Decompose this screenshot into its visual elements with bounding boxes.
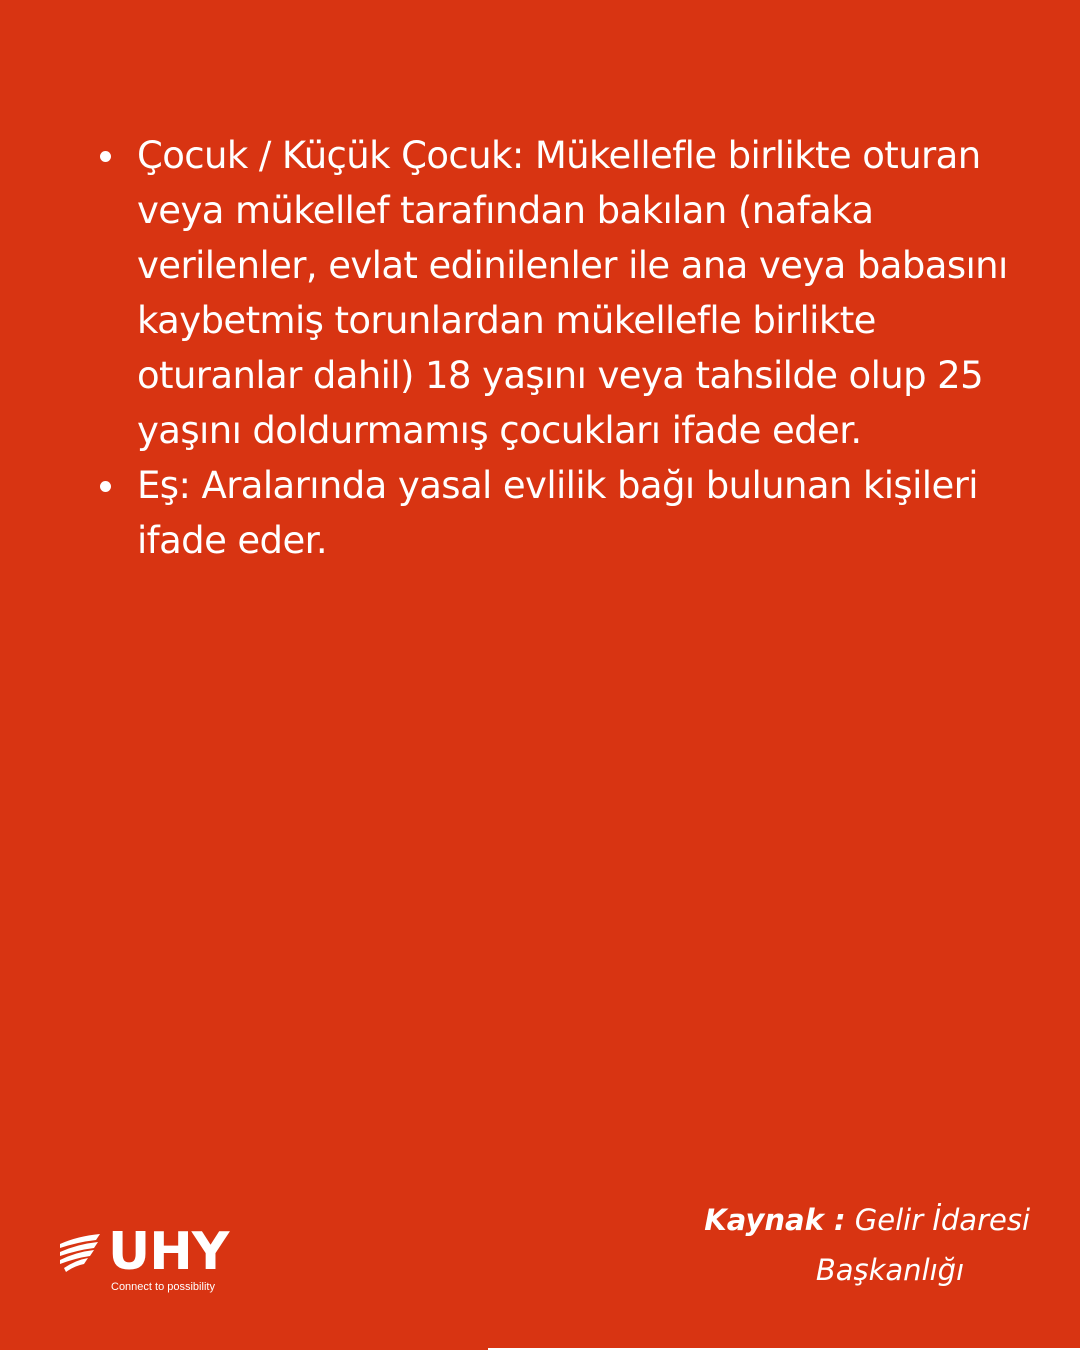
uhy-logo bbox=[58, 1222, 258, 1298]
source-value-line1: Gelir İdaresi bbox=[854, 1203, 1030, 1237]
list-item-text: Çocuk / Küçük Çocuk: Mükellefle birlikte oturan veya mükellef tarafından bakılan (nafaka verilenler, evlat edinilenler ile ana veya babasını kaybetmiş torunlardan mükellefle birlikte oturanlar dahil) 18 yaşını veya tahsilde olup 25 yaşını doldurmamış çocukları ifade eder. bbox=[137, 134, 1008, 452]
logo-wordmark: UHY bbox=[108, 1222, 229, 1282]
source-label: Kaynak : bbox=[704, 1203, 846, 1237]
bullet-icon bbox=[100, 151, 111, 162]
source-value-line2: Başkanlığı bbox=[815, 1253, 965, 1287]
list-item-child bbox=[96, 128, 1026, 458]
definition-list bbox=[96, 128, 1026, 568]
bullet-icon bbox=[100, 481, 111, 492]
uhy-logo-mark-icon bbox=[58, 1232, 102, 1276]
list-item-spouse bbox=[96, 458, 1026, 568]
logo-tagline: Connect to possibility bbox=[111, 1281, 215, 1293]
list-item-text: Eş: Aralarında yasal evlilik bağı bulunan kişileri ifade eder. bbox=[137, 464, 978, 562]
main-content bbox=[96, 128, 1026, 568]
source-citation bbox=[630, 1200, 1030, 1290]
